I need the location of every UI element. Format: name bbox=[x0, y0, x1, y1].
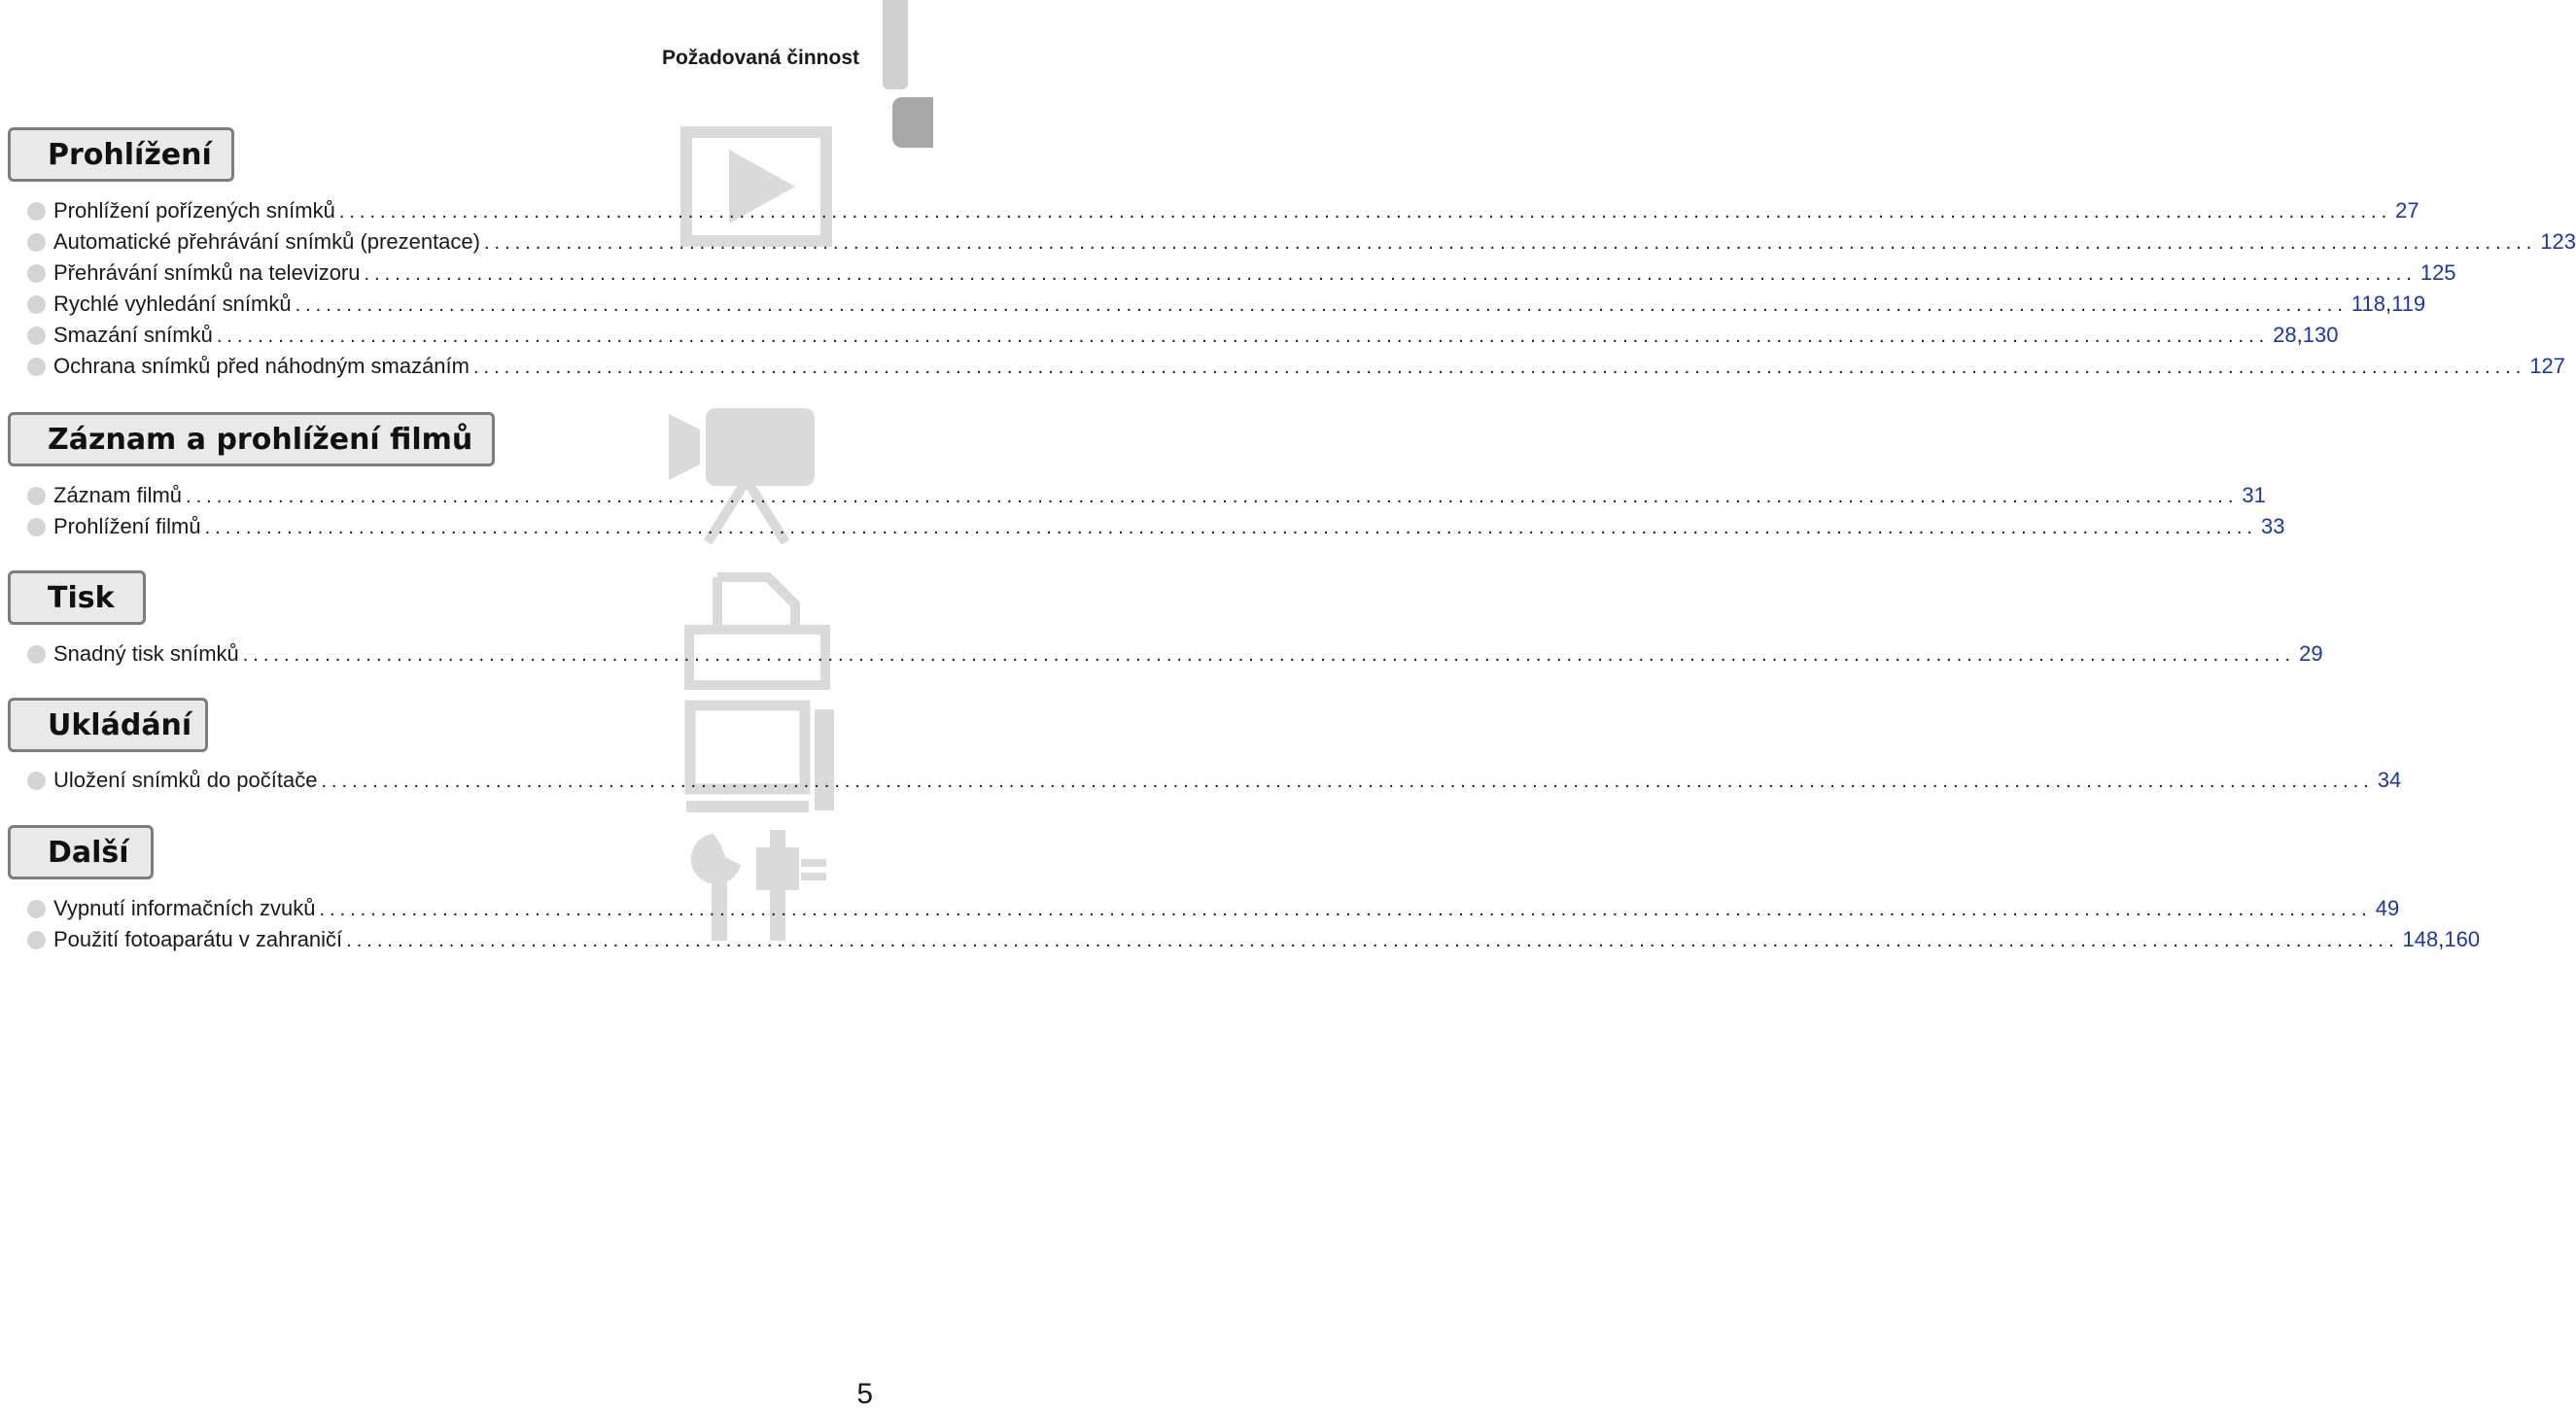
index-entry[interactable] bbox=[27, 639, 2323, 669]
page-link[interactable]: 29 bbox=[2299, 641, 2323, 666]
dot-leader: ........................................................................................................................................................................................................ bbox=[186, 486, 2239, 507]
bullet-icon bbox=[27, 931, 46, 949]
page-link[interactable]: 160 bbox=[2444, 927, 2481, 951]
index-entry[interactable] bbox=[27, 766, 2402, 795]
entry-label: Snadný tisk snímků bbox=[53, 641, 239, 666]
dot-leader: ........................................................................................................................................................................................................ bbox=[472, 357, 2526, 378]
section-heading-zaznam-filmu: Záznam a prohlížení filmů bbox=[8, 412, 495, 466]
section-heading-ukladani: Ukládání bbox=[8, 698, 208, 752]
bullet-icon bbox=[27, 518, 46, 536]
chapter-tab-top bbox=[883, 0, 908, 89]
index-entry[interactable] bbox=[27, 290, 2426, 319]
bullet-icon bbox=[27, 264, 46, 283]
tools-icon bbox=[684, 824, 840, 941]
entry-label: Prohlížení pořízených snímků bbox=[53, 198, 335, 223]
dot-leader: ........................................................................................................................................................................................................ bbox=[204, 517, 2257, 538]
page-link[interactable]: 27 bbox=[2395, 198, 2419, 223]
index-entry[interactable] bbox=[27, 925, 2481, 954]
section-heading-dalsi: Další bbox=[8, 825, 154, 879]
entry-label: Záznam filmů bbox=[53, 483, 183, 507]
dot-leader: ........................................................................................................................................................................................................ bbox=[346, 930, 2399, 951]
page-link[interactable]: 119 bbox=[2391, 292, 2426, 316]
section-heading-prohlizeni: Prohlížení bbox=[8, 127, 234, 182]
dot-leader: ........................................................................................................................................................................................................ bbox=[364, 263, 2417, 285]
bullet-icon bbox=[27, 202, 46, 221]
bullet-icon bbox=[27, 900, 46, 918]
page-link[interactable]: 148 bbox=[2402, 927, 2439, 951]
index-entry[interactable] bbox=[27, 352, 2566, 381]
page-separator: , bbox=[2385, 292, 2392, 316]
index-entry[interactable] bbox=[27, 196, 2419, 225]
computer-icon bbox=[684, 700, 838, 814]
dot-leader: ........................................................................................................................................................................................................ bbox=[295, 294, 2348, 316]
bullet-icon bbox=[27, 358, 46, 376]
page-link[interactable]: 125 bbox=[2419, 260, 2456, 285]
entry-label: Vypnutí informačních zvuků bbox=[53, 896, 316, 920]
entry-label: Rychlé vyhledání snímků bbox=[53, 292, 292, 316]
dot-leader: ........................................................................................................................................................................................................ bbox=[321, 771, 2374, 792]
movie-camera-icon bbox=[669, 408, 817, 486]
bullet-icon bbox=[27, 487, 46, 505]
page-link[interactable]: 31 bbox=[2242, 483, 2266, 507]
page-link[interactable]: 34 bbox=[2377, 768, 2402, 792]
dot-leader: ........................................................................................................................................................................................................ bbox=[242, 644, 2296, 666]
dot-leader: ........................................................................................................................................................................................................ bbox=[319, 899, 2372, 920]
entry-label: Použití fotoaparátu v zahraničí bbox=[53, 927, 343, 951]
page-link[interactable]: 127 bbox=[2529, 354, 2566, 378]
page-link[interactable]: 130 bbox=[2302, 323, 2339, 347]
bullet-icon bbox=[27, 327, 46, 345]
page-link[interactable]: 118 bbox=[2350, 292, 2385, 316]
page-separator: , bbox=[2438, 927, 2445, 951]
page-number: 5 bbox=[856, 1378, 873, 1410]
page-separator: , bbox=[2296, 323, 2303, 347]
printer-icon bbox=[684, 571, 830, 690]
entry-label: Uložení snímků do počítače bbox=[53, 768, 318, 792]
dot-leader: ........................................................................................................................................................................................................ bbox=[483, 232, 2537, 254]
entry-label: Ochrana snímků před náhodným smazáním bbox=[53, 354, 470, 378]
entry-label: Přehrávání snímků na televizoru bbox=[53, 260, 361, 285]
entry-label: Prohlížení filmů bbox=[53, 514, 201, 538]
index-entry[interactable] bbox=[27, 258, 2456, 288]
chapter-tab-marker bbox=[892, 97, 933, 148]
entry-label: Smazání snímků bbox=[53, 323, 213, 347]
index-entry[interactable] bbox=[27, 894, 2400, 923]
dot-leader: ........................................................................................................................................................................................................ bbox=[338, 201, 2392, 223]
entry-label: Automatické přehrávání snímků (prezentace) bbox=[53, 229, 480, 254]
page-header-title: Požadovaná činnost bbox=[661, 47, 859, 69]
bullet-icon bbox=[27, 295, 46, 314]
page-link[interactable]: 123 bbox=[2540, 229, 2576, 254]
bullet-icon bbox=[27, 233, 46, 252]
index-entry[interactable] bbox=[27, 321, 2339, 350]
index-entry[interactable] bbox=[27, 481, 2266, 510]
dot-leader: ........................................................................................................................................................................................................ bbox=[216, 326, 2270, 347]
bullet-icon bbox=[27, 772, 46, 790]
page-link[interactable]: 49 bbox=[2375, 896, 2400, 920]
page-link[interactable]: 33 bbox=[2260, 514, 2285, 538]
section-heading-tisk: Tisk bbox=[8, 570, 146, 625]
index-entry[interactable] bbox=[27, 227, 2576, 257]
page-link[interactable]: 28 bbox=[2273, 323, 2297, 347]
bullet-icon bbox=[27, 645, 46, 664]
index-entry[interactable] bbox=[27, 512, 2285, 541]
